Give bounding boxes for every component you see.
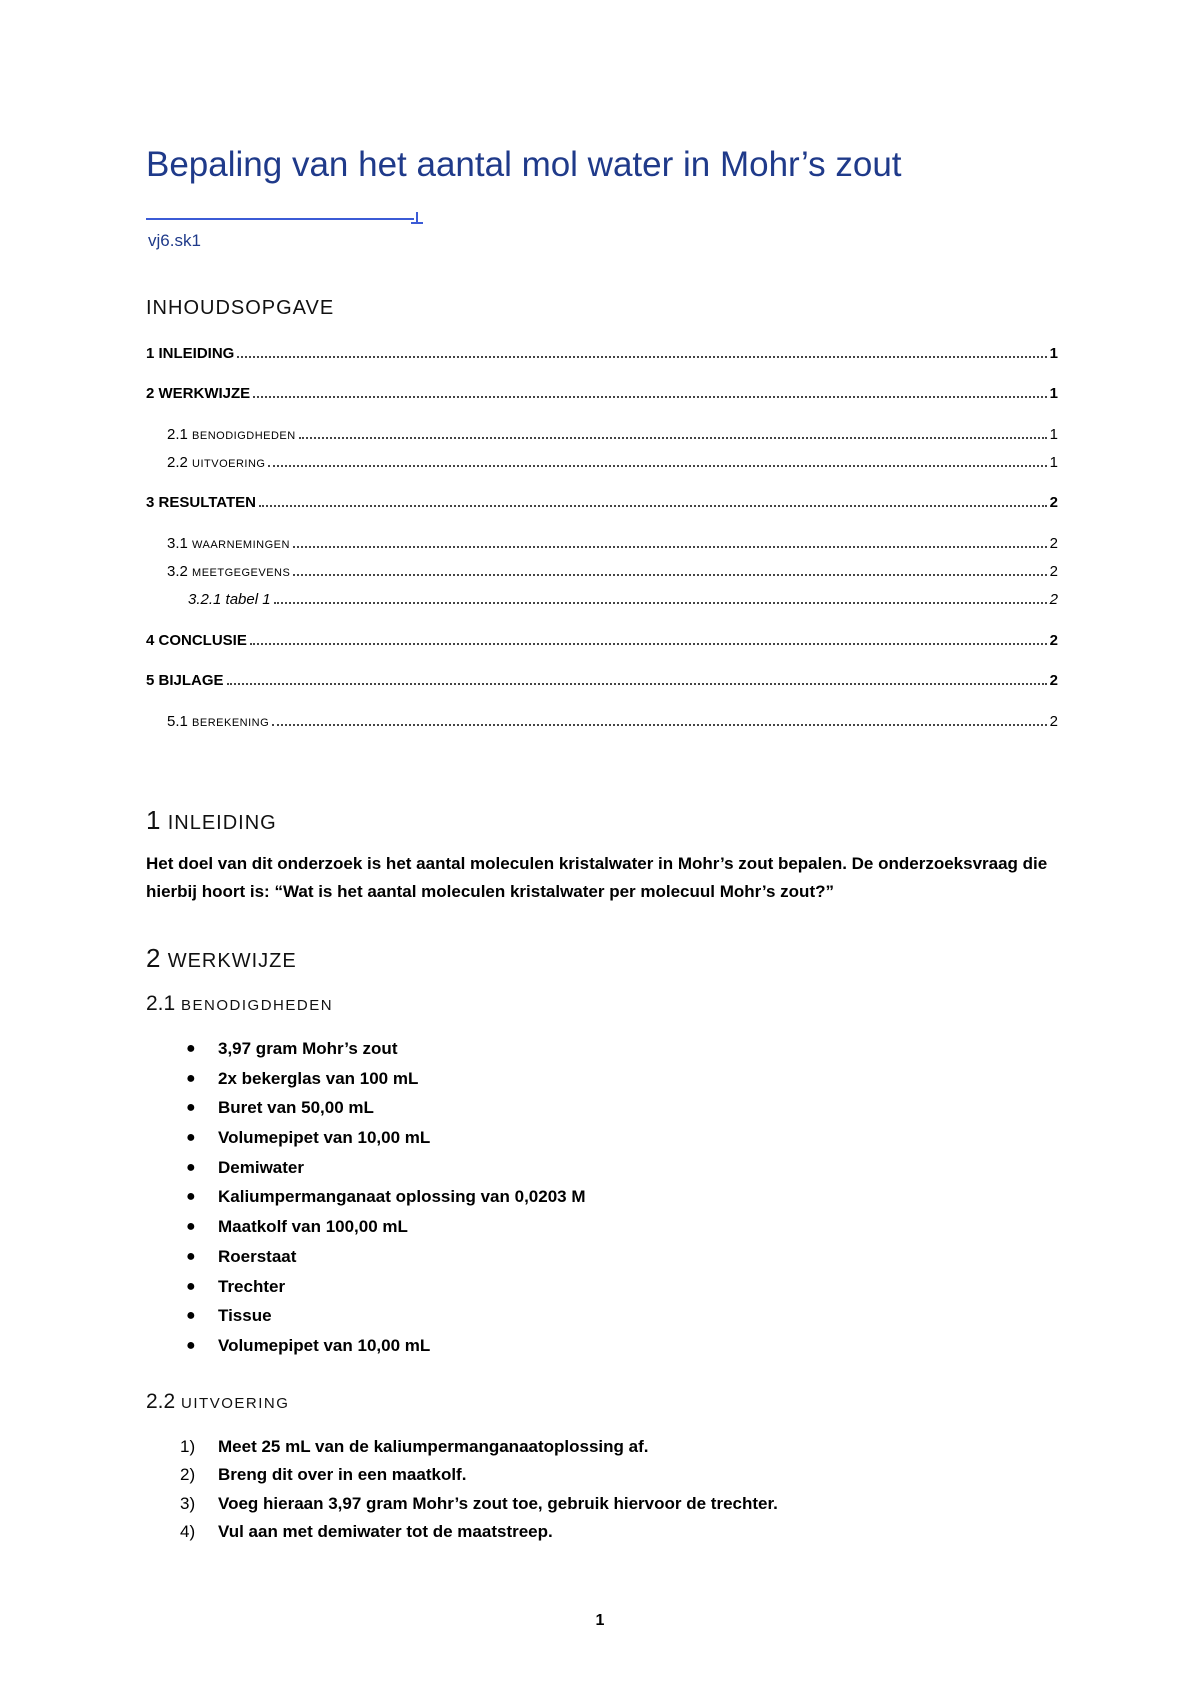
list-item: ● Volumepipet van 10,00 mL xyxy=(186,1331,586,1361)
toc-page-number: 1 xyxy=(1049,385,1058,402)
list-item: ● Maatkolf van 100,00 mL xyxy=(186,1212,586,1242)
page-number: 1 xyxy=(595,1612,605,1629)
list-item: ● Trechter xyxy=(186,1272,586,1302)
toc-leader xyxy=(259,505,1047,507)
toc-leader xyxy=(274,602,1047,604)
inleiding-paragraph: Het doel van dit onderzoek is het aantal moleculen kristalwater in Mohr’s zout bepalen. De onderzoeksvraag die hierbij hoort is: “Wat is het aantal moleculen kristalwater per molecuul Mohr’s zout?” xyxy=(146,854,1048,901)
bullet-icon: ● xyxy=(186,1218,196,1236)
list-item: 4) Vul aan met demiwater tot de maatstreep. xyxy=(180,1521,553,1541)
benodigdheden-list xyxy=(186,1034,586,1361)
toc-leader xyxy=(253,396,1046,398)
toc-page-number: 2 xyxy=(1049,535,1058,552)
list-item: ● Kaliumpermanganaat oplossing van 0,0203 M xyxy=(186,1182,586,1212)
toc-page-number: 2 xyxy=(1049,494,1058,511)
toc-entry[interactable]: 2 WERKWIJZE 1 xyxy=(146,385,1058,402)
toc-page-number: 2 xyxy=(1049,563,1058,580)
toc-leader xyxy=(272,724,1046,726)
toc-leader xyxy=(250,643,1047,645)
toc-leader xyxy=(299,437,1047,439)
toc-leader xyxy=(227,683,1047,685)
bullet-icon: ● xyxy=(186,1158,196,1176)
toc-leader xyxy=(293,546,1047,548)
title-underline xyxy=(146,218,414,220)
bullet-icon: ● xyxy=(186,1277,196,1295)
toc-leader xyxy=(237,356,1046,358)
anchor-icon xyxy=(410,211,424,225)
bullet-icon: ● xyxy=(186,1129,196,1147)
toc-entry[interactable]: 3.2.1 tabel 1 2 xyxy=(188,591,1058,608)
uitvoering-steps xyxy=(180,1433,778,1546)
toc-heading: INHOUDSOPGAVE xyxy=(146,297,335,319)
toc-leader xyxy=(293,574,1046,576)
toc-page-number: 2 xyxy=(1049,591,1058,608)
toc-page-number: 2 xyxy=(1049,672,1058,689)
bullet-icon: ● xyxy=(186,1307,196,1325)
toc-page-number: 1 xyxy=(1049,454,1058,471)
toc-leader xyxy=(268,465,1046,467)
document-title: Bepaling van het aantal mol water in Mohr’s zout xyxy=(146,145,902,184)
list-item: ● 2x bekerglas van 100 mL xyxy=(186,1064,586,1094)
list-item: 2) Breng dit over in een maatkolf. xyxy=(180,1465,467,1485)
toc-page-number: 2 xyxy=(1049,632,1058,649)
bullet-icon: ● xyxy=(186,1099,196,1117)
toc-entry[interactable]: 5 BIJLAGE 2 xyxy=(146,672,1058,689)
toc-entry[interactable]: 4 CONCLUSIE 2 xyxy=(146,632,1058,649)
toc-page-number: 1 xyxy=(1049,345,1058,362)
author: vj6.sk1 xyxy=(148,231,201,250)
list-item: ● Buret van 50,00 mL xyxy=(186,1093,586,1123)
list-item: ● 3,97 gram Mohr’s zout xyxy=(186,1034,586,1064)
list-item: 3) Voeg hieraan 3,97 gram Mohr’s zout toe, gebruik hiervoor de trechter. xyxy=(180,1493,778,1513)
toc-entry[interactable]: 3.1 WAARNEMINGEN 2 xyxy=(167,535,1058,552)
bullet-icon: ● xyxy=(186,1247,196,1265)
list-item: ● Volumepipet van 10,00 mL xyxy=(186,1123,586,1153)
toc-entry[interactable]: 5.1 BEREKENING 2 xyxy=(167,713,1058,730)
toc-entry[interactable]: 3 RESULTATEN 2 xyxy=(146,494,1058,511)
heading-benodigdheden: 2.1 BENODIGDHEDEN xyxy=(146,992,334,1015)
bullet-icon: ● xyxy=(186,1188,196,1206)
list-item: 1) Meet 25 mL van de kaliumpermanganaatoplossing af. xyxy=(180,1437,649,1456)
toc-entry[interactable]: 1 INLEIDING 1 xyxy=(146,345,1058,362)
toc-page-number: 2 xyxy=(1049,713,1058,730)
toc-page-number: 1 xyxy=(1049,426,1058,443)
heading-uitvoering: 2.2 UITVOERING xyxy=(146,1390,290,1413)
bullet-icon: ● xyxy=(186,1336,196,1354)
list-item: ● Tissue xyxy=(186,1301,586,1331)
bullet-icon: ● xyxy=(186,1040,196,1057)
heading-inleiding: 1 INLEIDING xyxy=(146,805,277,835)
toc-entry[interactable]: 2.1 BENODIGDHEDEN 1 xyxy=(167,426,1058,443)
toc-entry[interactable]: 2.2 UITVOERING 1 xyxy=(167,454,1058,471)
list-item: ● Demiwater xyxy=(186,1153,586,1183)
toc-entry[interactable]: 3.2 MEETGEGEVENS 2 xyxy=(167,563,1058,580)
list-item: ● Roerstaat xyxy=(186,1242,586,1272)
heading-werkwijze: 2 WERKWIJZE xyxy=(146,943,297,973)
bullet-icon: ● xyxy=(186,1069,196,1087)
